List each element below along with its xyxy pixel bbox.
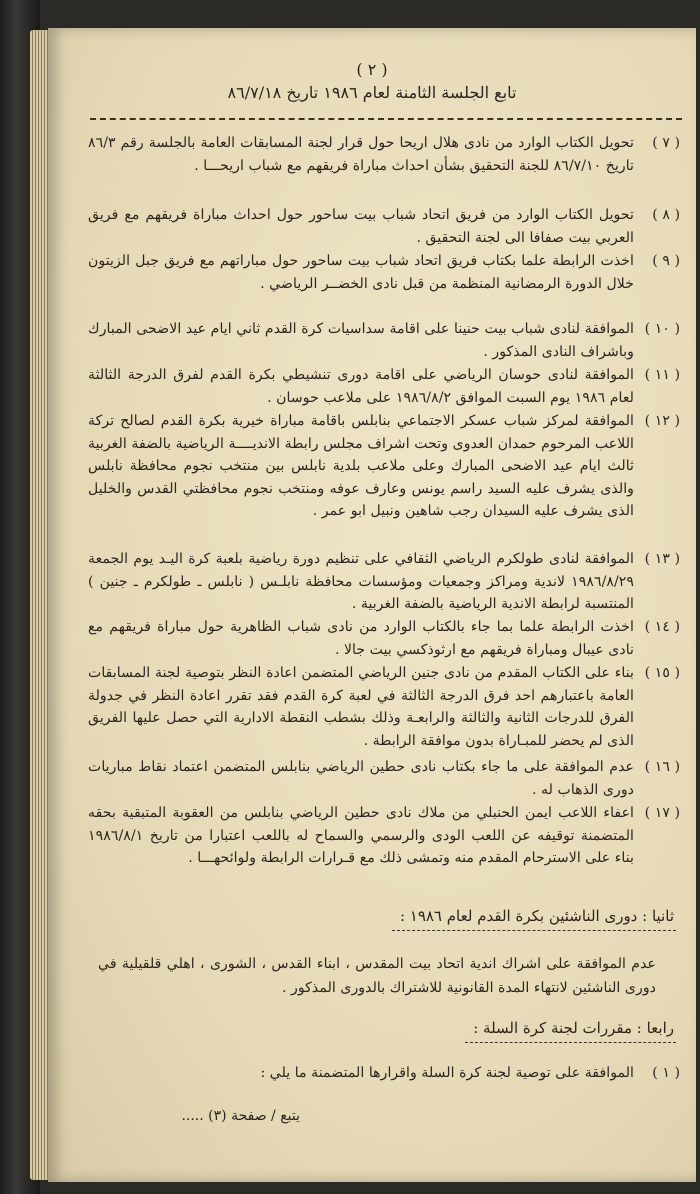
page-header xyxy=(108,60,636,102)
section-heading-youth-league xyxy=(392,904,676,931)
list-item-17 xyxy=(88,802,680,870)
item-text: الموافقة لنادى حوسان الرياضي على اقامة دورى تنشيطي بكرة القدم لفرق الدرجة الثالثة لعام ١٩٨٦ يوم السبت الموافق ١٩٨٦/٨/٢ على ملاعب حوسان . xyxy=(88,367,634,406)
list-item-16 xyxy=(88,756,680,801)
item-number: ( ١٥ ) xyxy=(644,665,680,681)
item-number: ( ١٦ ) xyxy=(644,759,680,775)
section-label: ثانيا : xyxy=(642,907,674,925)
item-text: تحويل الكتاب الوارد من نادى هلال اريحا حول قرار لجنة المسابقات العامة بالجلسة رقم ٨٦/٣ تاريخ ٨٦/٧/١٠ للجنة التحقيق بشأن احداث مباراة فريقهم مع شباب اريحـــا . xyxy=(88,135,634,174)
list-item-15 xyxy=(88,662,680,752)
item-text: اعفاء اللاعب ايمن الحنبلي من ملاك نادى حطين الرياضي بنابلس من العقوبة المتبقية بحقه المتضمنة توقيفه عن اللعب الودى والرسمي والسماح له باللعب اعتبارا من تاريخ ١٩٨٦/٨/١ بناء على الاسترحام المقدم منه وتمشى ذلك مع قـرارات الرابطة ولوائحهـــا . xyxy=(88,805,634,866)
page-title: تابع الجلسة الثامنة لعام ١٩٨٦ تاريخ ٨٦/٧/١٨ xyxy=(227,83,517,102)
item-text: الموافقة لنادى طولكرم الرياضي الثقافي على تنظيم دورة رياضية بلعبة كرة اليـد يوم الجمعة ١٩٨٦/٨/٢٩ لاندية ومراكز وجمعيات ومؤسسات محافظة نابلـس ( نابلس ـ طولكرم ـ جنين ) المنتسبة لرابطة الاندية الرياضية بالضفة الغربية . xyxy=(88,551,634,612)
item-text: اخذت الرابطة علما بكتاب فريق اتحاد شباب بيت ساحور حول مباراتهم مع فريق جبل الزيتون خلال الدورة الرمضانية المنظمة من قبل نادى الخضــر الرياضي . xyxy=(88,253,634,292)
list-item-9 xyxy=(88,250,680,295)
list-item-basketball-1 xyxy=(88,1062,680,1085)
list-item-10 xyxy=(88,318,680,363)
list-item-14 xyxy=(88,616,680,661)
item-number: ( ١١ ) xyxy=(644,367,680,383)
item-number: ( ٩ ) xyxy=(652,253,680,269)
item-number: ( ١٤ ) xyxy=(644,619,680,635)
item-number: ( ١٧ ) xyxy=(644,805,680,821)
list-item-7 xyxy=(88,132,680,177)
list-item-8 xyxy=(88,204,680,249)
section-title: دورى الناشئين بكرة القدم لعام ١٩٨٦ : xyxy=(399,907,638,925)
list-item-11 xyxy=(88,364,680,409)
item-number: ( ٧ ) xyxy=(652,135,680,151)
item-number: ( ١ ) xyxy=(652,1065,680,1081)
item-text: اخذت الرابطة علما بما جاء بالكتاب الوارد من نادى شباب الظاهرية حول مباراة فريقهم مع نادى عيبال ومباراة فريقهم مع ارثوذكسي بيت جالا . xyxy=(88,619,634,658)
item-text: تحويل الكتاب الوارد من فريق اتحاد شباب بيت ساحور حول احداث مباراة فريقهم مع فريق العربي بيت صفافا الى لجنة التحقيق . xyxy=(88,207,634,246)
list-item-13 xyxy=(88,548,680,616)
section-paragraph: عدم الموافقة على اشراك اندية اتحاد بيت المقدس ، ابناء القدس ، الشورى ، اهلي قلقيلية في دورى الناشئين لانتهاء المدة القانونية للاشتراك بالدورى المذكور . xyxy=(98,956,656,996)
header-divider xyxy=(90,118,682,120)
item-text: الموافقة لمركز شباب عسكر الاجتماعي بنابلس باقامة مباراة خيرية بكرة القدم لصالح تركة اللاعب المرحوم حمدان العدوى وتحت اشراف مجلس رابطة الانديــــة الرياضية بالضفة الغربية ثالث ايام عيد الاضحى المبارك وعلى ملاعب بلدية نابلس بين منتخب نجوم محافظة نابلس والذى يشرف عليه السيد راسم يونس وعارف عوفه ومنتخب نجوم محافظتي القدس والخليل الذى يشرف عليه السيدان رجب شاهين ونبيل ابو عمر . xyxy=(88,413,634,519)
item-text: عدم الموافقة على ما جاء بكتاب نادى حطين الرياضي بنابلس المتضمن اعتماد نقاط مباريات دورى الذهاب له . xyxy=(88,759,634,798)
page-number: ( ٢ ) xyxy=(356,60,388,79)
section-title: مقررات لجنة كرة السلة : xyxy=(473,1019,632,1037)
section-label: رابعا : xyxy=(636,1019,674,1037)
document-page xyxy=(48,28,696,1182)
section-heading-basketball xyxy=(465,1016,676,1043)
continuation-note: يتبع / صفحة (٣) ..... xyxy=(181,1108,300,1124)
item-text: بناء على الكتاب المقدم من نادى جنين الرياضي المتضمن اعادة النظر بتوصية لجنة المسابقات العامة باعتبارهم احد فرق الدرجة الثالثة في لعبة كرة القدم فقد تقرر اعادة النظر في جدولة الفرق للدرجات الثانية والثالثة والرابعـة وذلك بشطب النقطة الادارية التي حصل عليها الفريق الذى لم يحضر للمبـاراة بدون موافقة الرابطة . xyxy=(88,665,634,749)
item-text: الموافقة على توصية لجنة كرة السلة واقرارها المتضمنة ما يلي : xyxy=(260,1065,634,1081)
item-number: ( ١٣ ) xyxy=(644,551,680,567)
item-number: ( ١٠ ) xyxy=(644,321,680,337)
item-text: الموافقة لنادى شباب بيت حنينا على اقامة سداسيات كرة القدم ثاني ايام عيد الاضحى المبارك وباشراف النادى المذكور . xyxy=(88,321,634,360)
item-number: ( ٨ ) xyxy=(652,207,680,223)
list-item-12 xyxy=(88,410,680,523)
item-number: ( ١٢ ) xyxy=(644,413,680,429)
